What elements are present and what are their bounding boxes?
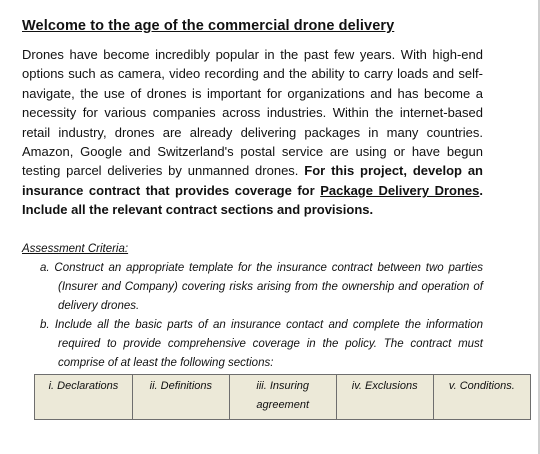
sections-row [35, 375, 531, 420]
document-page [22, 18, 483, 373]
section-cell-exclusions: iv. Exclusions [336, 375, 433, 420]
section-cell-definitions: ii. Definitions [132, 375, 229, 420]
section-cell-insuring-agreement: iii. Insuring agreement [229, 375, 336, 420]
task-underlined-term: Package Delivery Drones [320, 182, 480, 198]
intro-paragraph [22, 45, 483, 220]
criteria-list [22, 259, 483, 373]
criteria-item-a: a. Construct an appropriate template for the insurance contract between two parties (Insurer and Company) covering risks arising from the ownership and operation of delivery drones. [40, 261, 483, 312]
task-statement-bold-end: . Include all the relevant contract sections and provisions. [22, 182, 483, 218]
assessment-heading: Assessment Criteria: [22, 242, 129, 255]
section-cell-conditions: v. Conditions. [433, 375, 530, 420]
task-statement-bold: For this project, develop an insurance contract that provides coverage for [22, 163, 483, 198]
required-sections-table [34, 374, 531, 420]
intro-text: Drones have become incredibly popular in the past few years. With high-end options such as camera, video recording and the ability to carry loads and self-navigate, the use of drones is important for organizations and has become a necessity for various companies across industries. Within the internet-based retail industry, drones are already delivering packages in many countries. Amazon, Google and Switzerland's postal service are using or have begun testing parcel deliveries by unmanned drones. [22, 47, 483, 179]
section-cell-declarations: i. Declarations [35, 375, 133, 420]
criteria-item-b: b. Include all the basic parts of an insurance contact and complete the information required to provide comprehensive coverage in the policy. The contract must comprise of at least the following sections: [40, 318, 483, 369]
document-title: Welcome to the age of the commercial drone delivery [22, 18, 395, 34]
assessment-criteria [22, 240, 483, 373]
